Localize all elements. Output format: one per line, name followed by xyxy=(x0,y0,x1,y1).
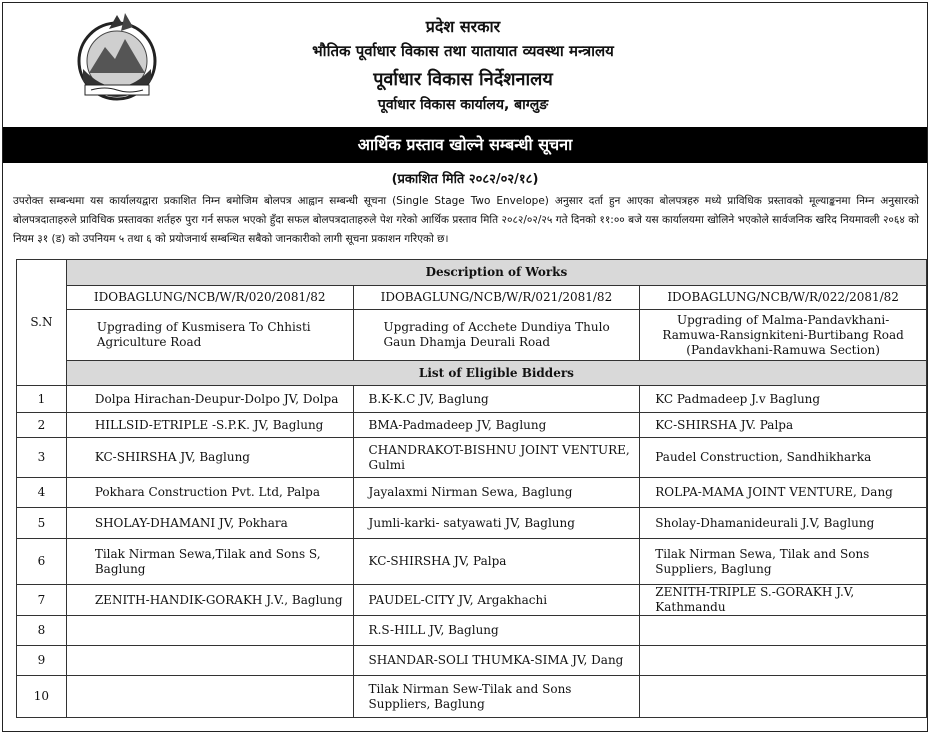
works-header: Description of Works xyxy=(66,260,926,286)
bidder-cell: HILLSID-ETRIPLE -S.P.K. JV, Baglung xyxy=(66,413,353,438)
bidder-cell: KC-SHIRSHA JV. Palpa xyxy=(640,413,927,438)
office-name: पूर्वाधार विकास कार्यालय, बाग्लुङ xyxy=(377,97,549,113)
bidder-cell: Jumli-karki- satyawati JV, Baglung xyxy=(353,508,640,539)
bidder-cell: ZENITH-HANDIK-GORAKH J.V., Baglung xyxy=(66,585,353,616)
bidder-cell: KC Padmadeep J.v Baglung xyxy=(640,386,927,413)
table-row xyxy=(17,413,927,438)
sn-header: S.N xyxy=(17,260,67,386)
bidder-cell: Paudel Construction, Sandhikharka xyxy=(640,438,927,478)
contract-code: IDOBAGLUNG/NCB/W/R/020/2081/82 xyxy=(66,286,353,310)
table-row xyxy=(17,646,927,676)
bidder-cell: KC-SHIRSHA JV, Palpa xyxy=(353,539,640,585)
bidder-cell xyxy=(66,676,353,718)
notice-page xyxy=(2,2,928,732)
table-row xyxy=(17,478,927,508)
bidder-cell: PAUDEL-CITY JV, Argakhachi xyxy=(353,585,640,616)
bidder-cell: R.S-HILL JV, Baglung xyxy=(353,616,640,646)
contract-code: IDOBAGLUNG/NCB/W/R/021/2081/82 xyxy=(353,286,640,310)
row-number: 3 xyxy=(17,438,67,478)
bidders-header: List of Eligible Bidders xyxy=(66,361,926,386)
row-number: 9 xyxy=(17,646,67,676)
contract-code: IDOBAGLUNG/NCB/W/R/022/2081/82 xyxy=(640,286,927,310)
bidder-cell xyxy=(640,676,927,718)
bidder-cell xyxy=(66,646,353,676)
bidder-cell xyxy=(640,646,927,676)
notice-title: आर्थिक प्रस्ताव खोल्ने सम्बन्धी सूचना xyxy=(3,127,927,163)
bidder-cell: ZENITH-TRIPLE S.-GORAKH J.V, Kathmandu xyxy=(640,585,927,616)
bidder-cell: Pokhara Construction Pvt. Ltd, Palpa xyxy=(66,478,353,508)
bidder-cell xyxy=(66,616,353,646)
table-row xyxy=(17,585,927,616)
bidder-cell: CHANDRAKOT-BISHNU JOINT VENTURE, Gulmi xyxy=(353,438,640,478)
work-description: Upgrading of Acchete Dundiya Thulo Gaun Dhamja Deurali Road xyxy=(353,310,640,361)
bidder-cell: B.K-K.C JV, Baglung xyxy=(353,386,640,413)
work-description: Upgrading of Malma-Pandavkhani-Ramuwa-Ransignkiteni-Burtibang Road (Pandavkhani-Ramuwa Section) xyxy=(640,310,927,361)
bidder-cell: SHOLAY-DHAMANI JV, Pokhara xyxy=(66,508,353,539)
row-number: 1 xyxy=(17,386,67,413)
bidder-cell: Tilak Nirman Sewa, Tilak and Sons Suppliers, Baglung xyxy=(640,539,927,585)
notice-paragraph: उपरोक्त सम्बन्धमा यस कार्यालयद्वारा प्रकाशित निम्न बमोजिम बोलपत्र आह्वान सम्बन्धी सूचना (Single Stage Two Envelope) अनुसार दर्ता हुन आएका बोलपत्रहरु मध्ये प्राविधिक प्रस्तावको मूल्याङ्कनमा निम्न अनुसारको बोलपत्रदाताहरुले प्राविधिक प्रस्तावका शर्तहरु पुरा गर्न सफल भएको हुँदा सफल बोलपत्रदाताहरुले पेश गरेको आर्थिक प्रस्ताव मिति २०८२/०२/२५ गते दिनको ११:०० बजे यस कार्यालयमा खोलिने भएकोले सार्वजनिक खरिद नियमावली २०६४ को नियम ३१ (ड) को उपनियम ५ तथा ६ को प्रयोजनार्थ सम्बन्धित सबैको जानकारीको लागी सूचना प्रकाशन गरिएको छ। xyxy=(13,195,919,245)
bidder-cell xyxy=(640,616,927,646)
table-row xyxy=(17,508,927,539)
directorate-name: पूर्वाधार विकास निर्देशनालय xyxy=(373,69,553,90)
bidder-cell: BMA-Padmadeep JV, Baglung xyxy=(353,413,640,438)
bidder-cell: Sholay-Dhamanideurali J.V, Baglung xyxy=(640,508,927,539)
table-row xyxy=(17,616,927,646)
bidder-cell: Jayalaxmi Nirman Sewa, Baglung xyxy=(353,478,640,508)
row-number: 8 xyxy=(17,616,67,646)
row-number: 10 xyxy=(17,676,67,718)
work-description: Upgrading of Kusmisera To Chhisti Agriculture Road xyxy=(66,310,353,361)
bidder-cell: Tilak Nirman Sewa,Tilak and Sons S, Baglung xyxy=(66,539,353,585)
bidders-table xyxy=(16,259,927,718)
table-row xyxy=(17,386,927,413)
row-number: 2 xyxy=(17,413,67,438)
bidder-cell: KC-SHIRSHA JV, Baglung xyxy=(66,438,353,478)
table-row xyxy=(17,676,927,718)
table-row xyxy=(17,438,927,478)
table-row xyxy=(17,539,927,585)
ministry-name: भौतिक पूर्वाधार विकास तथा यातायात व्यवस्था मन्त्रालय xyxy=(312,42,614,60)
letterhead xyxy=(3,3,927,127)
row-number: 6 xyxy=(17,539,67,585)
bidder-cell: SHANDAR-SOLI THUMKA-SIMA JV, Dang xyxy=(353,646,640,676)
bidder-cell: Tilak Nirman Sew-Tilak and Sons Suppliers, Baglung xyxy=(353,676,640,718)
publication-date: (प्रकाशित मिति २०८२/०२/१८) xyxy=(391,172,539,187)
row-number: 7 xyxy=(17,585,67,616)
row-number: 4 xyxy=(17,478,67,508)
row-number: 5 xyxy=(17,508,67,539)
bidder-cell: ROLPA-MAMA JOINT VENTURE, Dang xyxy=(640,478,927,508)
government-name: प्रदेश सरकार xyxy=(425,17,501,36)
bidder-cell: Dolpa Hirachan-Deupur-Dolpo JV, Dolpa xyxy=(66,386,353,413)
